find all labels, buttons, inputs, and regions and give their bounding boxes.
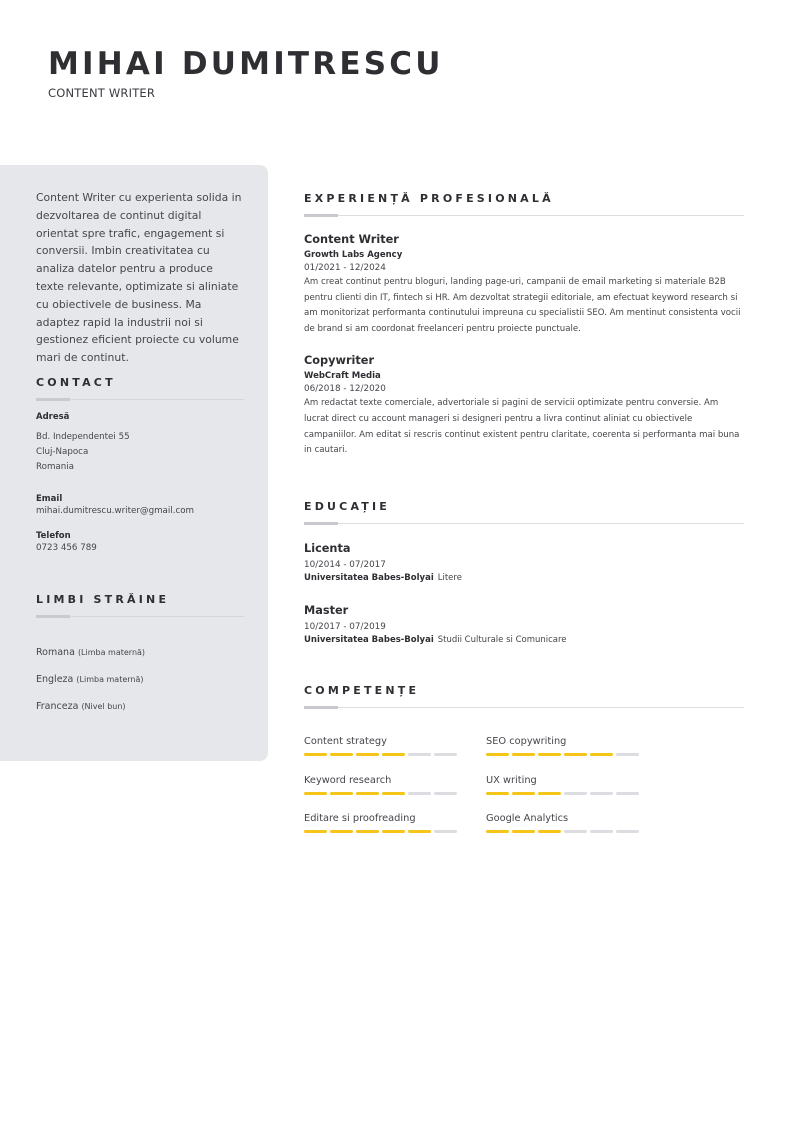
skill-bar-filled: [382, 830, 405, 833]
phone-label: Telefon: [36, 531, 71, 541]
address-line: Cluj-Napoca: [36, 447, 89, 457]
skill-level-bar: [486, 753, 646, 756]
skill-bar-empty: [434, 753, 457, 756]
school-name: Universitatea Babes-Bolyai: [304, 573, 434, 583]
skill-bar-filled: [538, 830, 561, 833]
skill-level-bar: [304, 753, 464, 756]
skill-bar-empty: [590, 792, 613, 795]
resume-header: [48, 44, 444, 100]
skill-bar-filled: [486, 792, 509, 795]
skill-bar-filled: [564, 753, 587, 756]
skill-bar-empty: [564, 830, 587, 833]
skill-item: [304, 812, 464, 833]
degree-name: Master: [304, 604, 349, 617]
address-label: Adresă: [36, 412, 70, 422]
skill-bar-empty: [616, 830, 639, 833]
language-name: Franceza: [36, 701, 79, 712]
languages-heading: LIMBI STRĂINE: [36, 593, 170, 606]
job-description: Am redactat texte comerciale, advertoriale si pagini de servicii optimizate pentru conversie. Am lucrat direct cu account manageri si designeri pentru a livra continut aliniat cu obiectivele campaniilor. Am editat si rescris continut existent pentru claritate, coerenta si performanta mai buna in cautari.: [304, 398, 740, 456]
language-level: (Nivel bun): [81, 702, 126, 711]
job-role: Content Writer: [304, 233, 399, 246]
skill-item: [486, 735, 646, 756]
skills-heading: COMPETENȚE: [304, 684, 420, 697]
experience-item: [304, 232, 744, 337]
skill-bar-filled: [512, 830, 535, 833]
skill-bar-filled: [330, 792, 353, 795]
job-role: Copywriter: [304, 354, 375, 368]
skill-name: Editare si proofreading: [304, 813, 416, 824]
skill-bar-empty: [408, 753, 431, 756]
education-item: [304, 603, 744, 647]
job-dates: 06/2018 - 12/2020: [304, 384, 386, 395]
skill-bar-filled: [590, 753, 613, 756]
language-item: [36, 674, 244, 685]
skill-name: Content strategy: [304, 736, 387, 747]
skill-bar-filled: [408, 830, 431, 833]
degree-dates: 10/2017 - 07/2019: [304, 622, 386, 632]
address-line: Romania: [36, 462, 74, 472]
language-name: Engleza: [36, 674, 74, 685]
skill-bar-filled: [486, 830, 509, 833]
skill-bar-filled: [304, 753, 327, 756]
skills-section: [304, 684, 744, 709]
skill-bar-empty: [434, 830, 457, 833]
skill-bar-empty: [408, 792, 431, 795]
skill-bar-empty: [590, 830, 613, 833]
degree-dates: 10/2014 - 07/2017: [304, 560, 386, 570]
skill-level-bar: [304, 792, 464, 795]
job-company: Growth Labs Agency: [304, 250, 403, 260]
section-divider: [36, 398, 244, 401]
skill-bar-empty: [616, 792, 639, 795]
education-item: [304, 541, 744, 585]
languages-section: [36, 593, 244, 728]
job-description: Am creat continut pentru bloguri, landing page-uri, campanii de email marketing si materiale B2B pentru clienti din IT, fintech si HR. Am dezvoltat strategii editoriale, am efectuat keyword research si am monitorizat performanta continutului impreuna cu specialistii SEO. Am mentinut consistenta vocii de brand si am coordonat freelanceri pentru proiecte punctuale.: [304, 277, 741, 334]
language-item: [36, 647, 244, 658]
skill-bar-filled: [330, 830, 353, 833]
skill-bar-empty: [434, 792, 457, 795]
section-divider: [304, 214, 744, 217]
study-field: Litere: [437, 573, 462, 583]
skill-item: [304, 735, 464, 756]
skill-bar-filled: [382, 753, 405, 756]
candidate-name: MIHAI DUMITRESCU: [48, 46, 444, 82]
language-item: [36, 701, 244, 712]
skill-name: Keyword research: [304, 775, 392, 786]
skill-bar-filled: [512, 792, 535, 795]
section-divider: [304, 522, 744, 525]
school-name: Universitatea Babes-Bolyai: [304, 635, 434, 645]
contact-heading: CONTACT: [36, 376, 116, 389]
skill-bar-empty: [616, 753, 639, 756]
skill-bar-filled: [538, 792, 561, 795]
address-line: Bd. Independentei 55: [36, 432, 130, 442]
experience-item: [304, 353, 744, 458]
skill-item: [486, 812, 646, 833]
language-level: (Limba maternă): [76, 675, 144, 684]
skill-level-bar: [486, 792, 646, 795]
skill-item: [304, 774, 464, 795]
contact-section: [36, 376, 244, 556]
sidebar-panel: [0, 165, 268, 761]
skill-bar-filled: [330, 753, 353, 756]
section-divider: [36, 615, 244, 618]
education-section: [304, 500, 744, 647]
address-value: [36, 430, 244, 475]
skill-level-bar: [304, 830, 464, 833]
skill-bar-filled: [382, 792, 405, 795]
experience-heading: EXPERIENȚĂ PROFESIONALĂ: [304, 192, 554, 205]
skill-level-bar: [486, 830, 646, 833]
skill-bar-filled: [356, 792, 379, 795]
job-company: WebCraft Media: [304, 371, 381, 382]
experience-section: [304, 192, 744, 459]
education-heading: EDUCAȚIE: [304, 500, 391, 513]
degree-name: Licenta: [304, 542, 351, 555]
degree-school-line: [304, 572, 744, 585]
skill-bar-filled: [512, 753, 535, 756]
study-field: Studii Culturale si Comunicare: [437, 635, 567, 645]
section-divider: [304, 706, 744, 709]
job-dates: 01/2021 - 12/2024: [304, 263, 386, 273]
skill-bar-filled: [356, 753, 379, 756]
skill-name: UX writing: [486, 775, 537, 786]
profile-summary: Content Writer cu experienta solida in dezvoltarea de continut digital orientat spre trafic, engagement si conversii. Imbin creativitatea cu analiza datelor pentru a produce texte relevante, optimizate si aliniate cu obiectivele de business. Ma adaptez rapid la industrii noi si gestionez eficient proiecte cu volume mari de continut.: [36, 191, 242, 365]
skill-name: SEO copywriting: [486, 736, 567, 747]
skill-bar-filled: [538, 753, 561, 756]
email-value[interactable]: mihai.dumitrescu.writer@gmail.com: [36, 506, 195, 516]
skill-bar-filled: [304, 830, 327, 833]
degree-school-line: [304, 634, 744, 647]
language-name: Romana: [36, 647, 75, 658]
skill-bar-filled: [356, 830, 379, 833]
language-level: (Limba maternă): [77, 648, 146, 657]
skill-bar-filled: [304, 792, 327, 795]
skill-bar-empty: [564, 792, 587, 795]
skill-item: [486, 774, 646, 795]
email-label: Email: [36, 494, 63, 504]
phone-value[interactable]: 0723 456 789: [36, 543, 97, 553]
skill-name: Google Analytics: [486, 813, 569, 824]
skill-bar-filled: [486, 753, 509, 756]
candidate-title: CONTENT WRITER: [48, 86, 156, 100]
